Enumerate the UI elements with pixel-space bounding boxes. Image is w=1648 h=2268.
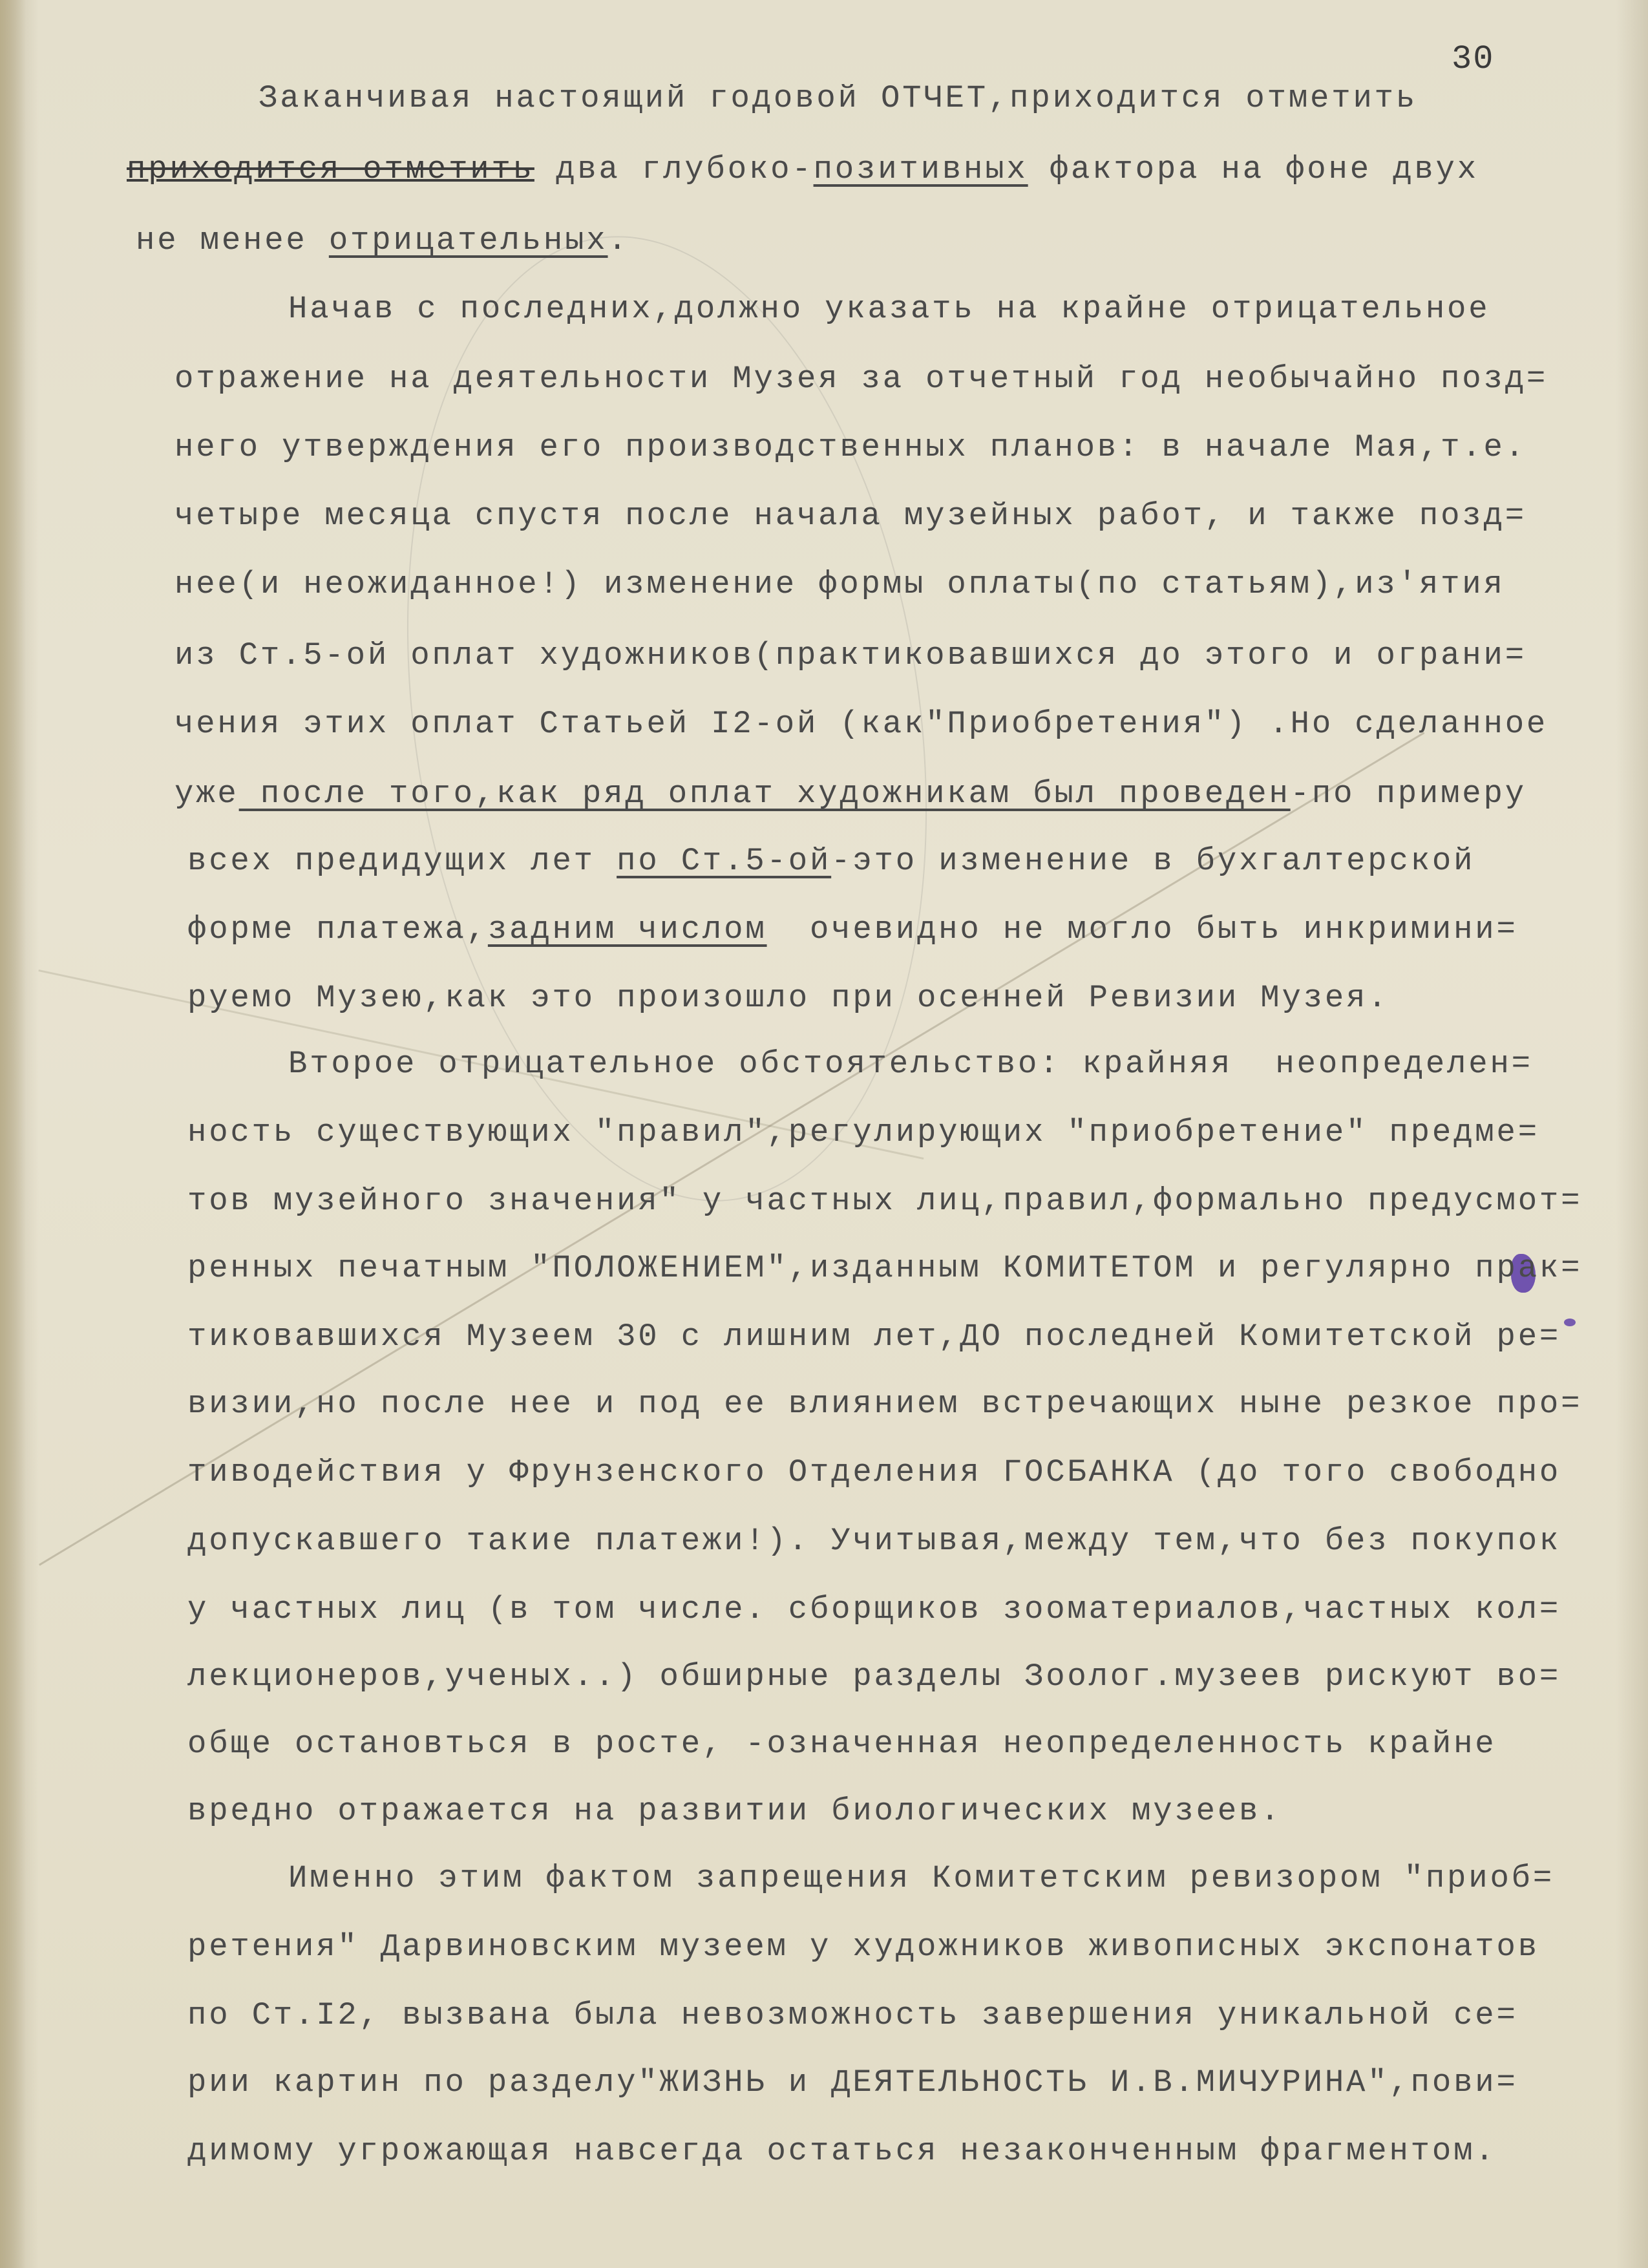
- text-segment: димому угрожающая навсегда остаться незаконченным фрагментом.: [187, 2133, 1497, 2169]
- text-segment: не менее: [136, 222, 329, 259]
- text-segment: допускавшего такие платежи!). Учитывая,между тем,что без покупок: [187, 1523, 1561, 1559]
- underlined-text: после того,как ряд оплат художникам был проведен: [238, 776, 1291, 812]
- text-segment: .: [607, 222, 629, 259]
- text-line: [288, 1043, 1533, 1085]
- text-segment: тиковавшихся Музеем 30 с лишним лет,ДО последней Комитетской ре=: [187, 1319, 1561, 1355]
- text-line: [187, 1383, 1582, 1425]
- text-line: [174, 358, 1548, 399]
- text-line: [187, 1995, 1518, 2036]
- text-segment: -по примеру: [1290, 776, 1527, 812]
- text-line: [187, 2062, 1518, 2103]
- text-segment: уже: [174, 776, 239, 812]
- ink-blot: [1564, 1319, 1576, 1326]
- text-line: [187, 1656, 1561, 1697]
- text-segment: у частных лиц (в том числе. сборщиков зооматериалов,частных кол=: [187, 1591, 1561, 1627]
- text-line: [174, 427, 1527, 468]
- text-segment: тиводействия у Фрунзенского Отделения ГОСБАНКА (до того свободно: [187, 1454, 1561, 1490]
- text-segment: Второе отрицательное обстоятельство: крайняя неопределен=: [288, 1046, 1533, 1082]
- text-segment: него утверждения его производственных планов: в начале Мая,т.е.: [174, 429, 1527, 465]
- text-segment: -это изменение в бухгалтерской: [831, 843, 1475, 879]
- text-line: [174, 564, 1505, 605]
- text-line: [259, 78, 1417, 119]
- binding-edge: [0, 0, 26, 2268]
- text-line: [187, 1247, 1582, 1289]
- text-segment: вредно отражается на развитии биологических музеев.: [187, 1793, 1282, 1829]
- text-line: [187, 840, 1475, 882]
- text-line: [187, 1790, 1282, 1832]
- text-line: [187, 1316, 1561, 1357]
- text-line: [136, 220, 629, 261]
- text-segment: лекционеров,ученых..) обширные разделы Зоолог.музеев рискуют во=: [187, 1659, 1561, 1695]
- text-line: [187, 1452, 1561, 1493]
- text-segment: отражение на деятельности Музея за отчетный год необычайно позд=: [174, 361, 1548, 397]
- text-segment: Именно этим фактом запрещения Комитетским ревизором "приоб=: [288, 1860, 1555, 1896]
- text-segment: чения этих оплат Статьей I2-ой (как"Приобретения") .Но сделанное: [174, 706, 1548, 742]
- text-segment: ретения" Дарвиновским музеем у художников живописных экспонатов: [187, 1929, 1539, 1965]
- text-segment: рии картин по разделу"ЖИЗНЬ и ДЕЯТЕЛЬНОСТЬ И.В.МИЧУРИНА",пови=: [187, 2064, 1518, 2101]
- text-line: [187, 1926, 1539, 1967]
- underlined-text: по Ст.5-ой: [617, 843, 832, 879]
- text-line: [127, 149, 1479, 190]
- text-segment: по Ст.I2, вызвана была невозможность завершения уникальной се=: [187, 1997, 1518, 2033]
- text-segment: форме платежа,: [187, 911, 488, 948]
- text-line: [187, 1112, 1539, 1153]
- text-segment: нее(и неожиданное!) изменение формы оплаты(по статьям),из'ятия: [174, 566, 1505, 602]
- text-line: [174, 703, 1548, 745]
- text-segment: Начав с последних,должно указать на крайне отрицательное: [288, 291, 1490, 327]
- text-segment: руемо Музею,как это произошло при осенней Ревизии Музея.: [187, 980, 1389, 1016]
- text-segment: визии,но после нее и под ее влиянием встречающих ныне резкое про=: [187, 1386, 1583, 1422]
- text-segment: фактора на фоне двух: [1028, 151, 1479, 187]
- text-line: [187, 1723, 1497, 1765]
- text-segment: очевидно не могло быть инкримини=: [766, 911, 1518, 948]
- text-segment: четыре месяца спустя после начала музейных работ, и также позд=: [174, 498, 1527, 534]
- page-number: 30: [1452, 40, 1495, 78]
- text-segment: ность существующих "правил",регулирующих "приобретение" предме=: [187, 1114, 1539, 1150]
- text-line: [187, 1180, 1582, 1222]
- text-segment: два глубоко-: [534, 151, 814, 187]
- text-segment: всех предидущих лет: [187, 843, 617, 879]
- text-line: [187, 1589, 1561, 1630]
- text-line: [174, 635, 1527, 676]
- underlined-text: позитивных: [813, 151, 1028, 187]
- text-line: [187, 2130, 1497, 2172]
- underlined-text: отрицательных: [328, 222, 608, 259]
- text-segment: обще остановться в росте, -означенная неопределенность крайне: [187, 1726, 1497, 1762]
- text-line: [187, 1520, 1561, 1562]
- text-segment: ренных печатным "ПОЛОЖЕНИЕМ",изданным КОМИТЕТОМ и регулярно прак=: [187, 1250, 1583, 1286]
- text-segment: из Ст.5-ой оплат художников(практиковавшихся до этого и ограни=: [174, 637, 1527, 673]
- text-segment: Заканчивая настоящий годовой ОТЧЕТ,приходится отметить: [259, 80, 1418, 116]
- text-line: [187, 909, 1518, 950]
- text-line: [174, 773, 1527, 814]
- text-line: [174, 495, 1527, 536]
- struck-text: приходится отметить: [127, 151, 534, 187]
- text-segment: тов музейного значения" у частных лиц,правил,формально предусмот=: [187, 1183, 1583, 1219]
- text-line: [288, 1858, 1554, 1899]
- text-line: [288, 288, 1490, 330]
- underlined-text: задним числом: [487, 911, 767, 948]
- text-line: [187, 977, 1389, 1019]
